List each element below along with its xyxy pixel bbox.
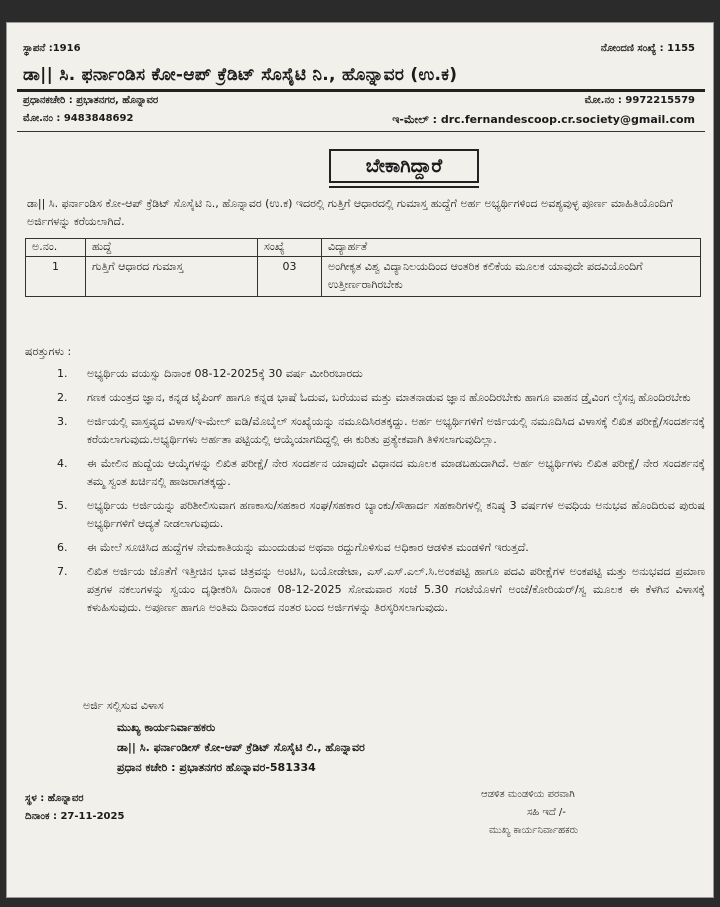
address-line-1: ಮುಖ್ಯ ಕಾರ್ಯನಿರ್ವಾಹಕರು (117, 721, 216, 734)
term-text: ಅಭ್ಯರ್ಥಿಯ ವಯಸ್ಸು ದಿನಾಂಕ 08-12-2025ಕ್ಕೆ 30 ವರ್ಷ ಮೀರಿರಬಾರದು (87, 367, 363, 380)
term-text: ಲಿಖಿತ ಅರ್ಜಿಯ ಜೊತೆಗೆ ಇತ್ತೀಚಿನ ಭಾವ ಚಿತ್ರವನ್ನು ಅಂಟಿಸಿ, ಬಯೋಡೇಟಾ, ಎಸ್.ಎಸ್.ಎಲ್.ಸಿ.ಅಂಕಪಟ್ಟಿ ಹಾಗೂ ಪದವಿ ಪರೀಕ್ಷೆಗಳ ಅಂಕಪಟ್ಟಿ ಮತ್ತು ಅನುಭವದ ಪ್ರಮಾಣ ಪತ್ರಗಳ ನಕಲುಗಳನ್ನು ಸ್ವಯಂ ದೃಢೀಕರಿಸಿ ದಿನಾಂಕ 08-12-2025 ಸೋಮವಾರ ಸಂಜೆ 5.30 ಗಂಟೆಯೊಳಗೆ ಅಂಚೆ/ಕೋರಿಯರ್/ಸ್ವ ಮೂಲಕ ಈ ಕೆಳಗಿನ ವಿಳಾಸಕ್ಕೆ ಕಳುಹಿಸುವುದು. ಅಪೂರ್ಣ ಹಾಗೂ ಅಂತಿಮ ದಿನಾಂಕದ ನಂತರ ಬಂದ ಅರ್ಜಿಗಳನ್ನು ತಿರಸ್ಕರಿಸಲಾಗುವುದು. (87, 565, 705, 614)
table-row (26, 257, 701, 297)
cell-post: ಗುತ್ತಿಗೆ ಆಧಾರದ ಗುಮಾಸ್ತ (86, 257, 258, 297)
term-number: 7. (57, 565, 68, 578)
col-qualification: ವಿದ್ಯಾರ್ಹತೆ (322, 239, 701, 257)
cell-count: 03 (258, 257, 322, 297)
term-item (53, 563, 705, 617)
term-text: ಗಣಕ ಯಂತ್ರದ ಜ್ಞಾನ, ಕನ್ನಡ ಟೈಪಿಂಗ್ ಹಾಗೂ ಕನ್ನಡ ಭಾಷೆ ಓದುವ, ಬರೆಯುವ ಮತ್ತು ಮಾತನಾಡುವ ಜ್ಞಾನ ಹೊಂದಿರಬೇಕು ಹಾಗೂ ವಾಹನ ಡ್ರೈವಿಂಗ ಲೈಸನ್ಸ ಹೊಂದಿರಬೇಕು (87, 391, 691, 404)
term-item (53, 539, 705, 557)
vacancy-table (25, 238, 701, 297)
term-number: 3. (57, 415, 68, 428)
term-number: 1. (57, 367, 68, 380)
term-text: ಅಭ್ಯರ್ಥಿಯ ಅರ್ಜಿಯನ್ನು ಪರಿಶೀಲಿಸುವಾಗ ಹಣಕಾಸು/ಸಹಕಾರ ಸಂಘ/ಸಹಕಾರ ಬ್ಯಾಂಕು/ಸೌಹಾರ್ದ ಸಹಕಾರಿಗಳಲ್ಲಿ ಕನಿಷ್ಠ 3 ವರ್ಷಗಳ ಅವಧಿಯ ಅನುಭವ ಹೊಂದಿರುವ ಪುರುಷ ಅಭ್ಯರ್ಥಿಗಳಿಗೆ ಆದ್ಯತೆ ನೀಡಲಾಗುವುದು. (87, 499, 705, 530)
date: ದಿನಾಂಕ : 27-11-2025 (25, 811, 125, 822)
signature-note: ಸಹಿ ಇದೆ /- (527, 807, 566, 818)
place: ಸ್ಥಳ : ಹೊನ್ನಾವರ (25, 793, 84, 804)
head-office: ಪ್ರಧಾನಕಚೇರಿ : ಪ್ರಭಾತನಗರ, ಹೊನ್ನಾವರ (23, 95, 159, 106)
term-number: 5. (57, 499, 68, 512)
mobile-number-right: ಮೋ.ನಂ : 9972215579 (584, 95, 695, 106)
terms-list (53, 365, 705, 623)
notice-title: ಬೇಕಾಗಿದ್ದಾರೆ (329, 149, 479, 183)
mobile-number-left: ಮೋ.ನಂ : 9483848692 (23, 113, 134, 124)
cell-serial: 1 (26, 257, 86, 297)
cell-qualification: ಅಂಗೀಕೃತ ವಿಶ್ವ ವಿದ್ಯಾನಿಲಯದಿಂದ ಆಂತರಿಕ ಕಲಿಕೆಯ ಮೂಲಕ ಯಾವುದೇ ಪದವಿಯೊಂದಿಗೆ ಉತ್ತೀರ್ಣರಾಗಿರಬೇಕು (322, 257, 701, 297)
established-year: ಸ್ಥಾಪನೆ :1916 (23, 43, 81, 54)
term-item (53, 413, 705, 449)
society-name: ಡಾ|| ಸಿ. ಫರ್ನಾಂಡಿಸ ಕೋ-ಆಪ್ ಕ್ರೆಡಿಟ್ ಸೊಸೈಟಿ ನಿ., ಹೊನ್ನಾವರ (ಉ.ಕ) (23, 65, 458, 85)
address-label: ಅರ್ಜಿ ಸಲ್ಲಿಸುವ ವಿಳಾಸ (83, 699, 164, 712)
term-number: 2. (57, 391, 68, 404)
on-behalf-of: ಆಡಳಿತ ಮಂಡಳಿಯ ಪರವಾಗಿ (481, 789, 575, 800)
term-text: ಈ ಮೇಲಿನ ಹುದ್ದೆಯ ಆಯ್ಕೆಗಳನ್ನು ಲಿಖಿತ ಪರೀಕ್ಷೆ/ ನೇರ ಸಂದರ್ಶನ ಯಾವುದೇ ವಿಧಾನದ ಮೂಲಕ ಮಾಡಬಹುದಾಗಿದೆ. ಅರ್ಹ ಅಭ್ಯರ್ಥಿಗಳು ಲಿಖಿತ ಪರೀಕ್ಷೆ/ ನೇರ ಸಂದರ್ಶನಕ್ಕೆ ತಮ್ಮ ಸ್ವಂತ ಖರ್ಚಿನಲ್ಲಿ ಹಾಜರಾಗತಕ್ಕದ್ದು. (87, 457, 705, 488)
title-underline (329, 186, 479, 188)
term-text: ಈ ಮೇಲೆ ಸೂಚಿಸಿದ ಹುದ್ದೆಗಳ ನೇಮಕಾತಿಯನ್ನು ಮುಂದುಡುವ ಅಥವಾ ರದ್ದುಗೊಳಿಸುವ ಅಧಿಕಾರ ಆಡಳಿತ ಮಂಡಳಿಗೆ ಇರುತ್ತದೆ. (87, 541, 529, 554)
term-number: 6. (57, 541, 68, 554)
term-number: 4. (57, 457, 68, 470)
terms-heading: ಷರತ್ತುಗಳು : (25, 345, 72, 358)
notice-intro: ಡಾ|| ಸಿ. ಫರ್ನಾಂಡಿಸ ಕೋ-ಆಪ್ ಕ್ರೆಡಿಟ್ ಸೊಸೈಟಿ ನಿ., ಹೊನ್ನಾವರ (ಉ.ಕ) ಇದರಲ್ಲಿ ಗುತ್ತಿಗೆ ಆಧಾರದಲ್ಲಿ ಗುಮಾಸ್ತ ಹುದ್ದೆಗೆ ಅರ್ಹ ಅಭ್ಯರ್ಥಿಗಳಿಂದ ಅವಶ್ಯವುಳ್ಳ ಪೂರ್ಣ ಮಾಹಿತಿಯೊಂದಿಗೆ ಅರ್ಜಿಗಳನ್ನು ಕರೆಯಲಾಗಿದೆ. (27, 197, 673, 228)
header-bottom-divider (17, 131, 705, 132)
col-serial: ಅ.ನಂ. (26, 239, 86, 257)
email-address: ಇ-ಮೇಲ್ : drc.fernandescoop.cr.society@gmail.com (392, 113, 695, 126)
header-divider (17, 89, 705, 92)
term-item (53, 389, 705, 407)
signatory-title: ಮುಖ್ಯ ಕಾರ್ಯನಿರ್ವಾಹಕರು (489, 825, 579, 836)
term-item (53, 455, 705, 491)
term-item (53, 365, 705, 383)
col-count: ಸಂಖ್ಯೆ (258, 239, 322, 257)
address-line-3: ಪ್ರಧಾನ ಕಚೇರಿ : ಪ್ರಭಾತನಗರ ಹೊನ್ನಾವರ-581334 (117, 761, 316, 774)
address-line-2: ಡಾ|| ಸಿ. ಫರ್ನಾಂಡೀಸ್ ಕೋ-ಆಪ್ ಕ್ರೆಡಿಟ್ ಸೊಸೈಟಿ ಲಿ., ಹೊನ್ನಾವರ (117, 741, 365, 754)
term-text: ಅರ್ಜಿಯಲ್ಲಿ ವಾಸ್ತವ್ಯದ ವಿಳಾಸ/ಇ-ಮೇಲ್ ಐಡಿ/ಮೊಬೈಲ್ ಸಂಖ್ಯೆಯನ್ನು ನಮೂದಿಸಿರತಕ್ಕದ್ದು. ಅರ್ಹ ಅಭ್ಯರ್ಥಿಗಳಿಗೆ ಅರ್ಜಿಯಲ್ಲಿ ನಮೂದಿಸಿದ ವಿಳಾಸಕ್ಕೆ ಲಿಖಿತ ಪರೀಕ್ಷೆ/ಸಂದರ್ಶನಕ್ಕೆ ಕರೆಯಲಾಗುವುದು.ಅಭ್ಯರ್ಥಿಗಳು ಅರ್ಹತಾ ಪಟ್ಟಿಯಲ್ಲಿ ಆಯ್ಕೆಯಾಗದಿದ್ದಲ್ಲಿ ಈ ಕುರಿತು ಪ್ರತ್ಯೇಕವಾಗಿ ತಿಳಿಸಲಾಗುವುದಿಲ್ಲಾ. (87, 415, 705, 446)
term-item (53, 497, 705, 533)
table-header-row (26, 239, 701, 257)
col-post: ಹುದ್ದೆ (86, 239, 258, 257)
notice-page (6, 22, 714, 898)
registration-number: ನೋಂದಣಿ ಸಂಖ್ಯೆ : 1155 (600, 43, 695, 54)
